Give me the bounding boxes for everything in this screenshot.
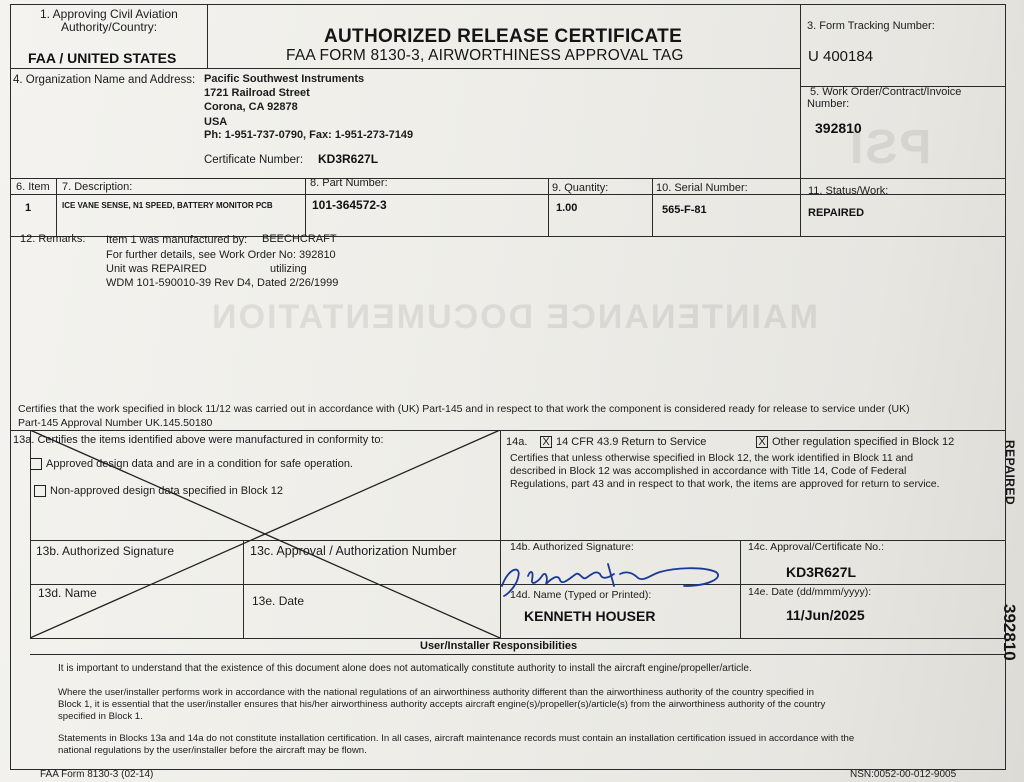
block1-authority: FAA / UNITED STATES [28,50,177,66]
block13b-label: 13b. Authorized Signature [36,544,175,558]
block14d-label: 14d. Name (Typed or Printed): [510,589,652,601]
col-item-header: 6. Item [16,181,50,193]
row-quantity: 1.00 [556,202,578,214]
remarks-watermark: MAINTENANCE DOCUMENTATION [210,298,818,336]
cert-number-label: Certificate Number: [204,154,304,166]
cfr-checkbox[interactable]: X [540,436,552,448]
row-part: 101-364572-3 [312,198,387,212]
signature-date: 11/Jun/2025 [786,607,865,623]
row-item: 1 [25,202,32,214]
block14a-text-2: described in Block 12 was accomplished in accordance with Title 14, Code of Federal [510,465,907,477]
block13c-label: 13c. Approval / Authorization Number [250,544,457,558]
signer-name: KENNETH HOUSER [524,608,656,624]
remarks-line2: For further details, see Work Order No: 392810 [106,249,336,261]
block14a-text-1: Certifies that unless otherwise specified in Block 12, the work identified in Block 11 and [510,452,914,464]
cfr-label: 14 CFR 43.9 Return to Service [556,436,707,448]
col-serial-header: 10. Serial Number: [656,182,748,194]
side-work-order-stamp: 392810 [1000,604,1019,661]
remarks-line3b: utilizing [270,263,307,275]
responsibilities-p1: It is important to understand that the existence of this document alone does not automatically constitute authority to install the aircraft engine/propeller/article. [58,663,752,674]
form-title: AUTHORIZED RELEASE CERTIFICATE [324,26,683,47]
block14a-option-other [756,436,954,449]
block5-label-2: Number: [807,98,850,110]
responsibilities-p2-3: specified in Block 1. [58,711,143,722]
org-phone: Ph: 1-951-737-0790, Fax: 1-951-273-7149 [204,129,414,141]
block13d-label: 13d. Name [38,586,97,600]
block13a-option-nonapproved [34,485,283,498]
remarks-line1b: BEECHCRAFT [262,233,337,245]
footer-form-id: FAA Form 8130-3 (02-14) [40,769,154,780]
block3-label: 3. Form Tracking Number: [807,20,935,32]
remarks-line4: WDM 101-590010-39 Rev D4, Dated 2/26/1999 [106,277,339,289]
side-status-stamp: REPAIRED [1003,440,1017,506]
remarks-line1a: Item 1 was manufactured by: [106,234,248,246]
org-street: 1721 Railroad Street [204,87,310,99]
org-city: Corona, CA 92878 [204,101,298,113]
block13a-option-approved [30,458,353,471]
block14a-label: 14a. [506,436,528,448]
block14e-label: 14e. Date (dd/mmm/yyyy): [748,586,872,598]
part145-line1: Certifies that the work specified in block 11/12 was carried out in accordance with (UK) Part-145 and in respect to that work the component is considered ready for release to service under (UK) [18,403,910,415]
responsibilities-title: User/Installer Responsibilities [420,640,578,652]
row-status: REPAIRED [808,207,865,219]
block14b-label: 14b. Authorized Signature: [510,541,634,553]
nonapproved-design-label: Non-approved design data specified in Block 12 [50,485,283,497]
responsibilities-p2-1: Where the user/installer performs work in accordance with the national regulations of an airworthiness authority different than the airworthiness authority of the country specified in [58,687,814,698]
col-quantity-header: 9. Quantity: [552,182,609,194]
block14a-option-cfr [540,436,706,449]
responsibilities-p3-2: national regulations by the user/installer before the aircraft may be flown. [58,745,367,756]
form-subtitle: FAA FORM 8130-3, AIRWORTHINESS APPROVAL TAG [286,47,684,64]
org-name: Pacific Southwest Instruments [204,73,365,85]
work-order-number: 392810 [815,120,862,136]
col-status-header: 11. Status/Work: [808,185,889,197]
row-serial: 565-F-81 [662,204,707,216]
approved-design-checkbox[interactable] [30,458,42,470]
logo-watermark: PSI [848,121,932,174]
col-description-header: 7. Description: [62,181,133,193]
tracking-number: U 400184 [808,48,874,65]
remarks-line3a: Unit was REPAIRED [106,263,207,275]
block14c-label: 14c. Approval/Certificate No.: [748,541,884,553]
other-regulation-label: Other regulation specified in Block 12 [772,436,955,448]
form-frame [10,4,1006,770]
block4-label: 4. Organization Name and Address: [13,74,196,86]
other-regulation-checkbox[interactable]: X [756,436,768,448]
block13a-label: 13a. Certifies the items identified above were manufactured in conformity to: [13,434,384,446]
block1-label-1: 1. Approving Civil Aviation [40,7,178,21]
row-description: ICE VANE SENSE, N1 SPEED, BATTERY MONITOR PCB [62,201,273,210]
approval-cert-number: KD3R627L [786,564,857,580]
org-country: USA [204,116,228,128]
approved-design-label: Approved design data and are in a condition for safe operation. [46,458,353,470]
nonapproved-design-checkbox[interactable] [34,485,46,497]
block1-label-2: Authority/Country: [61,20,158,34]
block5-label-1: 5. Work Order/Contract/Invoice [810,86,962,98]
cert-number-value: KD3R627L [318,152,379,166]
responsibilities-p3-1: Statements in Blocks 13a and 14a do not constitute installation certification. In all cases, aircraft maintenance records must contain an installation certification issued in accordance with the [58,733,855,744]
block13e-label: 13e. Date [252,594,305,608]
block14a-text-3: Regulations, part 43 and in respect to that work, the items are approved for return to service. [510,478,940,490]
part145-line2: Part-145 Approval Number UK.145.50180 [18,417,213,429]
footer-nsn: NSN:0052-00-012-9005 [850,769,957,780]
responsibilities-p2-2: Block 1, it is essential that the user/installer ensures that his/her airworthiness authority accepts aircraft engine(s)/propeller(s)/article(s) from the airworthiness authority of the country [58,699,826,710]
remarks-label: 12. Remarks: [20,233,86,245]
col-part-header: 8. Part Number: [310,177,388,189]
